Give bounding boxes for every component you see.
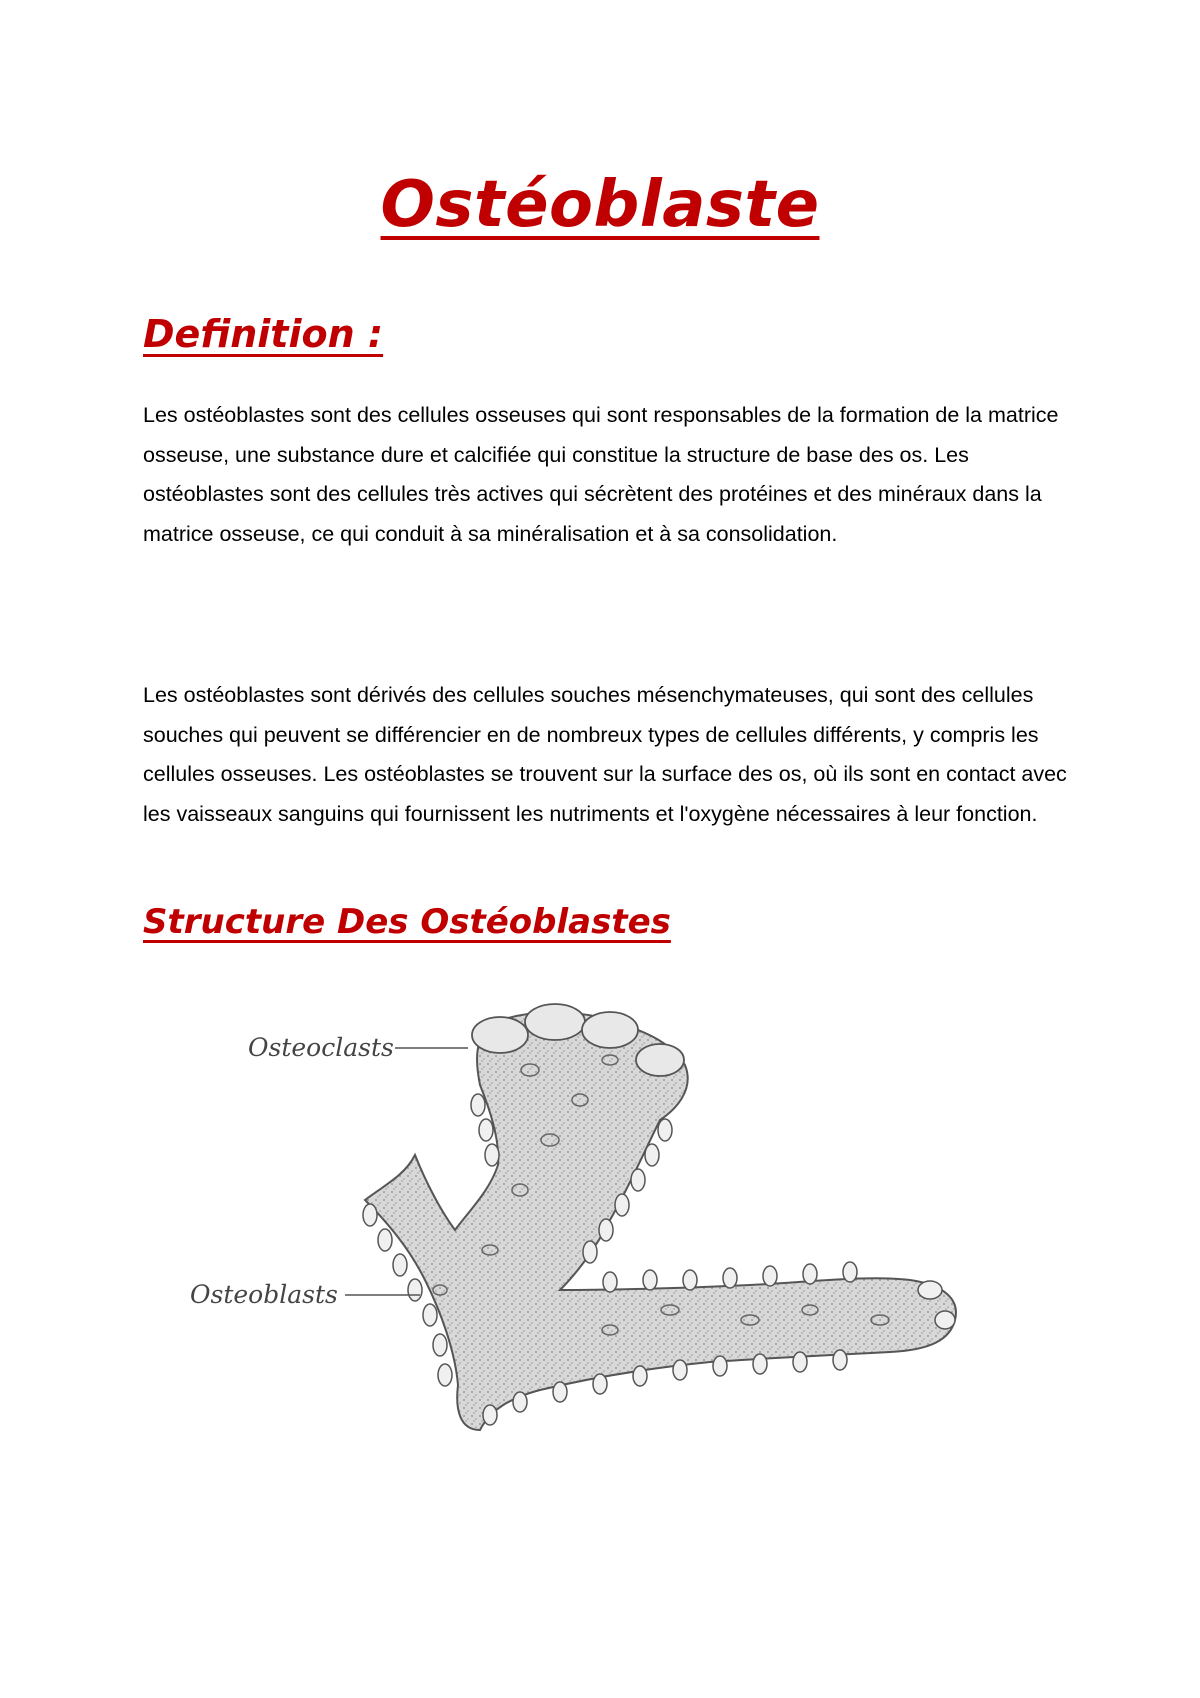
definition-paragraph-2: Les ostéoblastes sont dérivés des cellules souches mésenchymateuses, qui sont des cellules souches qui peuvent se différencier en de nombreux types de cellules différents, y compris les cellules osseuses. Les ostéoblastes se trouvent sur la surface des os, où ils sont en contact avec les vaisseaux sanguins qui fournissent les nutriments et l'oxygène nécessaires à leur fonction. xyxy=(143,683,1067,826)
definition-heading: Definition : xyxy=(143,312,384,356)
bone-illustration xyxy=(190,990,1050,1460)
definition-paragraph-1: Les ostéoblastes sont des cellules osseuses qui sont responsables de la formation de la matrice osseuse, une substance dure et calcifiée qui constitue la structure de base des os. Les ostéoblastes sont des cellules très actives qui sécrètent des protéines et des minéraux dans la matrice osseuse, ce qui conduit à sa minéralisation et à sa consolidation. xyxy=(143,403,1059,546)
osteoclasts-label: Osteoclasts xyxy=(248,1033,394,1062)
structure-heading: Structure Des Ostéoblastes xyxy=(143,902,671,942)
osteoblasts-label: Osteoblasts xyxy=(190,1280,338,1309)
osteoblast-figure xyxy=(190,990,1050,1460)
page-title: Ostéoblaste xyxy=(380,168,820,242)
